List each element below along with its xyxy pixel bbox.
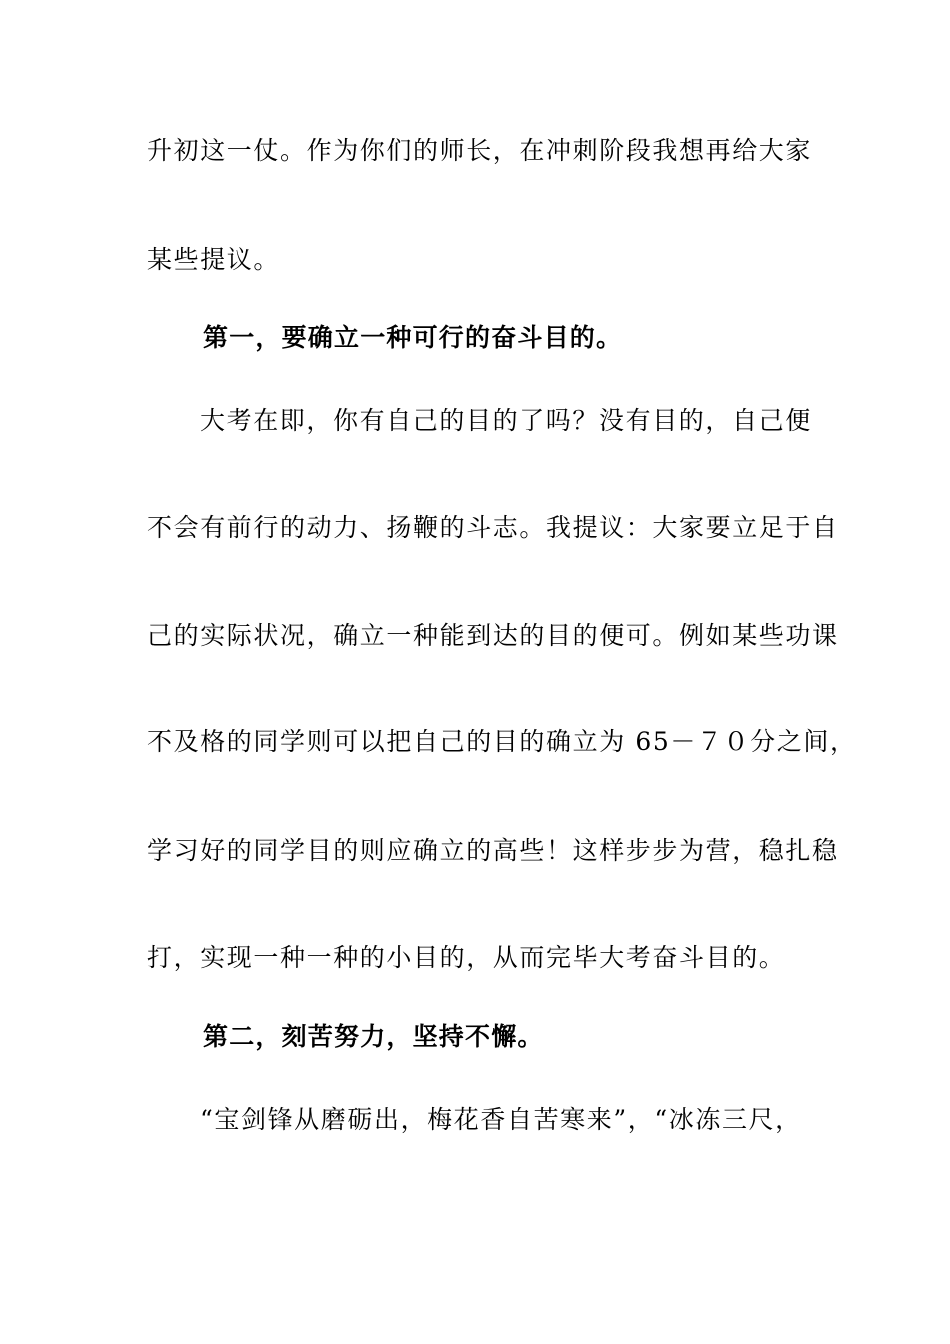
paragraph-line: “宝剑锋从磨砺出，梅花香自苦寒来”，“冰冻三尺， <box>200 1105 802 1134</box>
paragraph-line: 升初这一仗。作为你们的师长，在冲刺阶段我想再给大家 <box>147 136 813 165</box>
paragraph-line: 己的实际状况，确立一种能到达的目的便可。例如某些功课 <box>147 621 839 650</box>
paragraph-line: 某些提议。 <box>147 245 281 274</box>
paragraph-line: 不及格的同学则可以把自己的目的确立为 65－７０分之间， <box>147 727 857 756</box>
paragraph-line: 大考在即，你有自己的目的了吗？没有目的，自己便 <box>200 406 812 435</box>
paragraph-line: 学习好的同学目的则应确立的高些！这样步步为营，稳扎稳 <box>147 836 839 865</box>
section-heading: 第二，刻苦努力，坚持不懈。 <box>203 1022 544 1051</box>
section-heading: 第一，要确立一种可行的奋斗目的。 <box>203 323 623 352</box>
paragraph-line: 打，实现一种一种的小目的，从而完毕大考奋斗目的。 <box>147 943 786 972</box>
paragraph-line: 不会有前行的动力、扬鞭的斗志。我提议：大家要立足于自 <box>147 513 839 542</box>
